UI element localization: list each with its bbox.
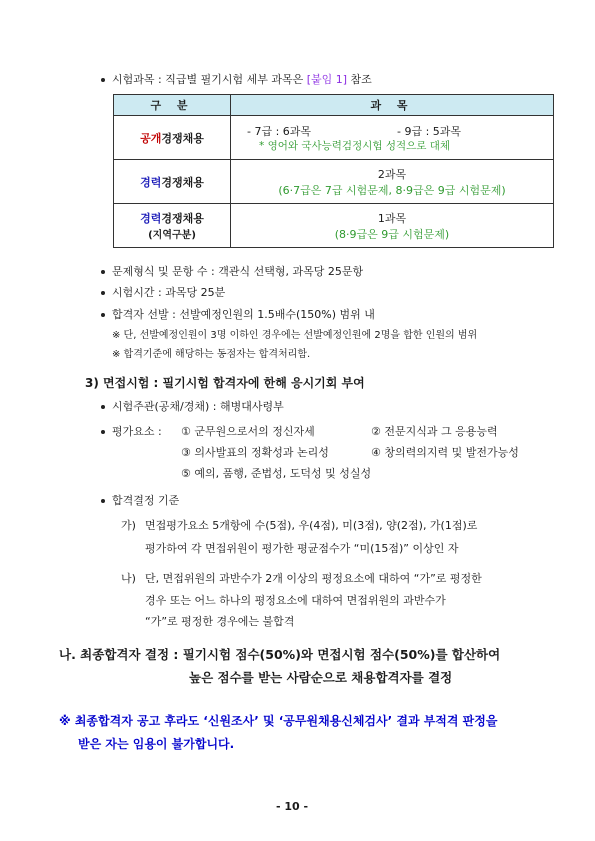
subjects-cell [231,204,554,248]
evaluation-item: ④ 창의력의지력 및 발전가능성 [371,446,519,459]
criteria-marker: 가) [121,519,136,532]
evaluation-item: ① 군무원으로서의 정신자세 [181,425,315,438]
exam-subjects-suffix: 참조 [347,73,372,86]
header-subjects: 과 목 [231,95,554,116]
category-cell [114,160,231,204]
subjects-note: (8·9급은 9급 시험문제) [334,227,450,241]
subjects-note: * 영어와 국사능력검정시험 성적으로 대체 [259,139,451,152]
category-cell [114,204,231,248]
header-category: 구 분 [114,95,231,116]
interview-host: 시험주관(공채/경채) : 해병대사령부 [112,400,284,413]
category-highlight: 경력 [140,175,162,189]
subject-count: 1과목 [377,211,407,225]
table-row [114,160,554,204]
bullet-dot [101,430,105,434]
table-header-row [114,95,554,116]
final-decision-heading: 나. 최종합격자 결정 : 필기시험 점수(50%)와 면접시험 점수(50%)를 합산하여 [59,647,501,662]
final-decision-detail: 높은 점수를 받는 사람순으로 채용합격자를 결정 [189,670,453,685]
criteria-text: 단, 면접위원의 과반수가 2개 이상의 평정요소에 대하여 “가”로 평정한 [145,572,482,585]
subjects-cell [231,116,554,160]
criteria-text: 면접평가요소 5개항에 수(5점), 우(4점), 미(3점), 양(2점), 가(1점)로 [145,519,478,532]
subjects-cell [231,160,554,204]
pass-selection: 합격자 선발 : 선발예정인원의 1.5배수(150%) 범위 내 [112,308,375,321]
category-sub: (지역구분) [148,230,196,241]
interview-heading: 3) 면접시험 : 필기시험 합격자에 한해 응시기회 부여 [85,376,365,390]
exam-subject-table [113,94,554,248]
tie-note: ※ 합격기준에 해당하는 동점자는 합격처리함. [112,349,311,360]
category-cell [114,116,231,160]
bullet-dot [101,499,105,503]
bullet-dot [101,313,105,317]
selection-note: ※ 단, 선발예정인원이 3명 이하인 경우에는 선발예정인원에 2명을 합한 인원의 범위 [112,330,478,341]
category-rest: 경쟁채용 [161,175,204,189]
appendix-reference: [붙임 1] [306,73,348,86]
appointment-notice-cont: 받은 자는 임용이 불가합니다. [78,737,235,751]
page-number: - 10 - [276,800,309,813]
criteria-text: 경우 또는 어느 하나의 평정요소에 대하여 면접위원의 과반수가 [145,594,446,607]
evaluation-label: 평가요소 : [112,425,162,438]
question-format: 문제형식 및 문항 수 : 객관식 선택형, 과목당 25문항 [112,265,364,278]
category-rest: 경쟁채용 [161,131,204,145]
bullet-dot [101,405,105,409]
category-highlight: 공개 [140,131,162,145]
evaluation-item: ② 전문지식과 그 응용능력 [371,425,498,438]
criteria-text: 평가하여 각 면접위원이 평가한 평균점수가 “미(15점)” 이상인 자 [145,542,459,555]
grade7-subjects: - 7급 : 6과목 [247,124,312,138]
bullet-dot [101,78,105,82]
category-highlight: 경력 [140,212,162,225]
exam-subjects-line [112,71,372,87]
table-row [114,204,554,248]
grade9-subjects: - 9급 : 5과목 [397,124,462,138]
category-rest: 경쟁채용 [161,212,204,225]
criteria-marker: 나) [121,572,136,585]
evaluation-item: ⑤ 예의, 품행, 준법성, 도덕성 및 성실성 [181,467,372,480]
criteria-text: “가”로 평정한 경우에는 불합격 [145,615,295,628]
exam-subjects-text: 시험과목 : 직급별 필기시험 세부 과목은 [112,73,307,86]
appointment-notice: ※ 최종합격자 공고 후라도 ‘신원조사’ 및 ‘공무원채용신체검사’ 결과 부적격 판정을 [59,714,498,728]
bullet-dot [101,270,105,274]
exam-time: 시험시간 : 과목당 25분 [112,286,226,299]
evaluation-item: ③ 의사발표의 정확성과 논리성 [181,446,329,459]
table-row [114,116,554,160]
subject-count: 2과목 [377,167,407,181]
decision-criteria: 합격결정 기준 [112,494,180,507]
subjects-note: (6·7급은 7급 시험문제, 8·9급은 9급 시험문제) [278,183,506,197]
bullet-dot [101,291,105,295]
